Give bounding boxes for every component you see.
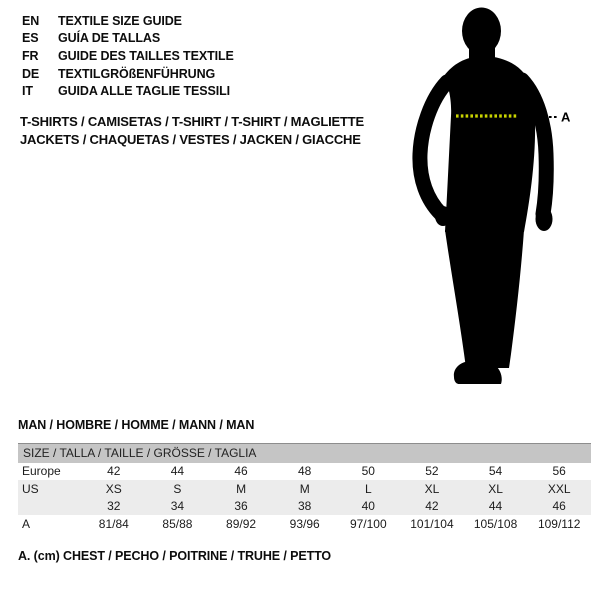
language-label: GUIDE DES TAILLES TEXTILE <box>58 48 234 63</box>
table-row-europe <box>18 463 591 481</box>
footnote-chest-measure: A. (cm) CHEST / PECHO / POITRINE / TRUHE / PETTO <box>18 549 332 563</box>
language-label: GUÍA DE TALLAS <box>58 31 161 46</box>
size-cell: 109/112 <box>537 516 581 531</box>
size-cell: 40 <box>361 499 375 514</box>
row-label: US <box>22 481 39 496</box>
language-row <box>22 82 234 100</box>
size-cell: 81/84 <box>98 516 129 531</box>
section-title-man: MAN / HOMBRE / HOMME / MANN / MAN <box>18 418 255 432</box>
size-cell: 85/88 <box>162 516 193 531</box>
language-label: TEXTILGRÖßENFÜHRUNG <box>58 66 216 81</box>
size-table-header-row <box>18 444 591 463</box>
size-cell: 36 <box>234 499 248 514</box>
language-label: GUIDA ALLE TAGLIE TESSILI <box>58 84 231 99</box>
size-cell: 52 <box>425 464 439 479</box>
language-label: TEXTILE SIZE GUIDE <box>58 13 182 28</box>
language-code: DE <box>22 66 40 81</box>
category-line-tshirts: T-SHIRTS / CAMISETAS / T-SHIRT / T-SHIRT / MAGLIETTE <box>20 114 364 129</box>
size-cell: XXL <box>547 481 571 496</box>
size-cell: 46 <box>552 499 566 514</box>
language-code: ES <box>22 31 39 46</box>
size-cell: 44 <box>170 464 185 479</box>
size-cell: 50 <box>361 464 375 479</box>
language-row <box>22 30 234 48</box>
size-cell: 48 <box>298 464 312 479</box>
size-cell: S <box>173 481 182 496</box>
size-cell: L <box>364 481 372 496</box>
size-cell: XS <box>105 481 122 496</box>
language-row <box>22 47 234 65</box>
language-legend <box>22 12 234 100</box>
man-silhouette <box>420 8 553 385</box>
language-row <box>22 65 234 83</box>
table-row-chest-measure <box>18 515 591 533</box>
size-cell: 32 <box>107 499 121 514</box>
size-cell: 97/100 <box>349 516 387 531</box>
size-cell: 46 <box>234 464 248 479</box>
table-row-us-numeric <box>18 498 591 516</box>
measure-label-a: A <box>561 109 571 125</box>
size-cell: 89/92 <box>226 516 257 531</box>
language-row <box>22 12 234 30</box>
size-cell: 42 <box>425 499 439 514</box>
size-cell: 34 <box>170 499 185 514</box>
size-cell: 93/96 <box>289 516 320 531</box>
size-table-header: SIZE / TALLA / TAILLE / GRÖSSE / TAGLIA <box>18 444 591 463</box>
size-cell: 54 <box>488 464 503 479</box>
size-cell: M <box>236 481 247 496</box>
size-cell: XL <box>488 481 503 496</box>
row-label <box>18 498 82 516</box>
size-cell: XL <box>424 481 440 496</box>
language-code: IT <box>22 84 33 99</box>
table-row-us <box>18 480 591 498</box>
size-cell: 105/108 <box>473 516 518 531</box>
category-lines <box>20 113 364 149</box>
size-cell: 56 <box>552 464 566 479</box>
size-cell: 38 <box>298 499 312 514</box>
size-cell: 42 <box>107 464 121 479</box>
size-cell: 101/104 <box>410 516 454 531</box>
language-code: EN <box>22 13 40 28</box>
category-line-jackets: JACKETS / CHAQUETAS / VESTES / JACKEN / GIACCHE <box>20 132 361 147</box>
size-table <box>18 443 591 533</box>
language-code: FR <box>22 48 39 63</box>
row-label: Europe <box>22 464 61 479</box>
row-label: A <box>22 516 31 531</box>
size-cell: 44 <box>488 499 503 514</box>
size-cell: M <box>299 481 310 496</box>
man-silhouette-figure <box>403 4 573 396</box>
